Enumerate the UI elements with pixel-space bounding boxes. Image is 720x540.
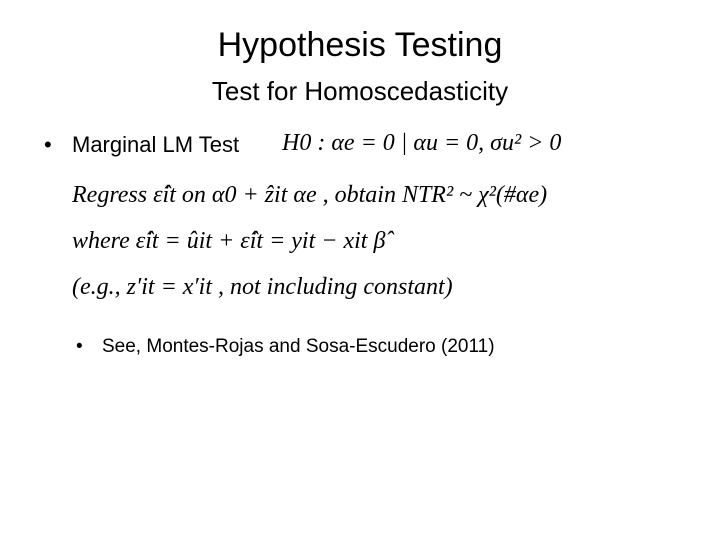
slide-title: Hypothesis Testing (217, 26, 503, 64)
residual-definition-equation: where ε̂it = ûit + ε̂it = yit − xit β̂ (72, 228, 386, 254)
reference-marker: • (76, 336, 83, 357)
example-note-equation: (e.g., z′it = x′it , not including constant) (72, 274, 453, 300)
regression-equation: Regress ε̂it on α0 + ẑit αe , obtain NTR² ~ χ²(#αe) (72, 182, 548, 208)
reference-bullet (76, 336, 495, 358)
bullet-marker: • (44, 132, 52, 157)
bullet-label: Marginal LM Test (72, 132, 240, 157)
bullet-marginal-lm-test (44, 132, 239, 158)
null-hypothesis-formula: H0 : αe = 0 | αu = 0, σu² > 0 (282, 130, 562, 156)
slide-subtitle: Test for Homoscedasticity (211, 76, 509, 106)
reference-text: See, Montes-Rojas and Sosa-Escudero (2011) (102, 336, 495, 357)
